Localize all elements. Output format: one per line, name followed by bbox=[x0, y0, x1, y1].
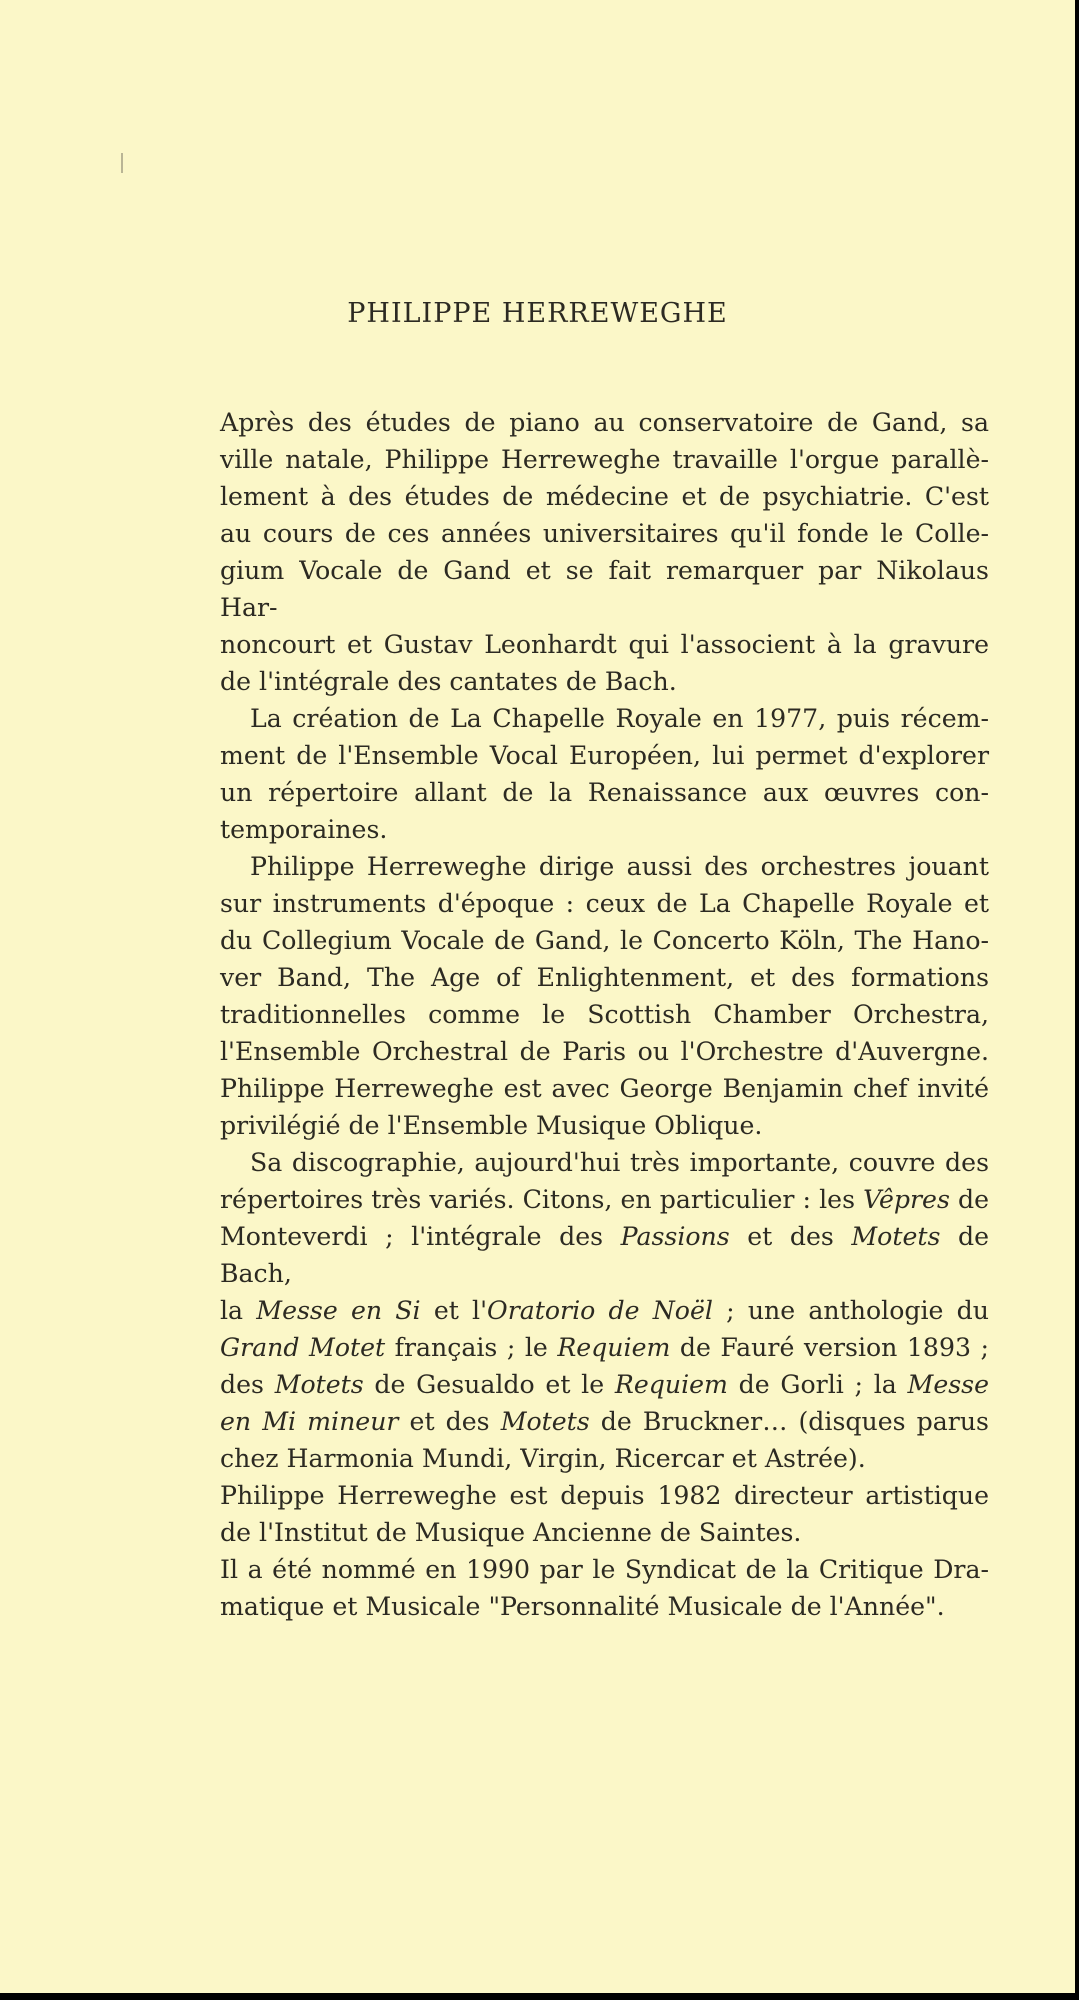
text-line: temporaines. bbox=[220, 815, 388, 844]
text-line: chez Harmonia Mundi, Virgin, Ricercar et Astrée). bbox=[220, 1444, 866, 1473]
work-title: Grand Motet bbox=[220, 1333, 386, 1362]
text-run: et l' bbox=[420, 1296, 488, 1325]
text-line: Philippe Herreweghe est depuis 1982 directeur artistique bbox=[220, 1481, 989, 1510]
work-title: en Mi mineur bbox=[220, 1407, 399, 1436]
text-line: l'Ensemble Orchestral de Paris ou l'Orchestre d'Auvergne. bbox=[220, 1037, 989, 1066]
text-run: la bbox=[220, 1296, 244, 1325]
text-run: et des bbox=[398, 1407, 490, 1436]
text-line bbox=[220, 1403, 989, 1440]
text-line: noncourt et Gustav Leonhardt qui l'associent à la gravure bbox=[220, 630, 989, 659]
text-line: traditionnelles comme le Scottish Chamber Orchestra, bbox=[220, 1000, 989, 1029]
work-title: Vêpres bbox=[863, 1185, 950, 1214]
text-line: matique et Musicale "Personnalité Musicale de l'Année". bbox=[220, 1592, 945, 1621]
work-title: Requiem bbox=[557, 1333, 671, 1362]
work-title: Requiem bbox=[614, 1370, 728, 1399]
text-run: de Gesualdo et le bbox=[363, 1370, 605, 1399]
text-run: de Bruckner… (disques parus bbox=[589, 1407, 989, 1436]
text-line: de l'intégrale des cantates de Bach. bbox=[220, 667, 677, 696]
text-line: Philippe Herreweghe dirige aussi des orchestres jouant bbox=[250, 852, 989, 881]
text-line: Après des études de piano au conservatoire de Gand, sa bbox=[220, 408, 989, 437]
text-run: Monteverdi ; l'intégrale des bbox=[220, 1222, 604, 1251]
page-title: PHILIPPE HERREWEGHE bbox=[347, 298, 728, 329]
text-line: Il a été nommé en 1990 par le Syndicat de la Critique Dra- bbox=[220, 1555, 989, 1584]
work-title: Motets bbox=[274, 1370, 364, 1399]
text-run: des bbox=[220, 1370, 264, 1399]
work-title: Motets bbox=[500, 1407, 590, 1436]
text-line: ment de l'Ensemble Vocal Européen, lui permet d'explorer bbox=[220, 741, 989, 770]
text-run: de Gorli ; la bbox=[727, 1370, 897, 1399]
page-mark bbox=[121, 153, 123, 173]
text-line: un répertoire allant de la Renaissance aux œuvres con- bbox=[220, 778, 989, 807]
text-line: sur instruments d'époque : ceux de La Chapelle Royale et bbox=[220, 889, 989, 918]
work-title: Oratorio de Noël bbox=[487, 1296, 713, 1325]
text-line: ville natale, Philippe Herreweghe travaille l'orgue parallè- bbox=[220, 445, 989, 474]
text-line bbox=[220, 1181, 989, 1218]
text-run: de Fauré version 1893 ; bbox=[670, 1333, 989, 1362]
text-line bbox=[220, 1292, 989, 1329]
text-run: français ; le bbox=[385, 1333, 548, 1362]
work-title: Motets bbox=[851, 1222, 941, 1251]
biography-text bbox=[220, 404, 989, 1625]
text-run: ; une anthologie du bbox=[712, 1296, 989, 1325]
text-line: privilégié de l'Ensemble Musique Oblique. bbox=[220, 1111, 763, 1140]
text-line: au cours de ces années universitaires qu'il fonde le Colle- bbox=[220, 519, 989, 548]
text-run: de Bach, bbox=[220, 1222, 989, 1288]
text-line: du Collegium Vocale de Gand, le Concerto Köln, The Hano- bbox=[220, 926, 989, 955]
text-run: répertoires très variés. Citons, en particulier : les bbox=[220, 1185, 855, 1214]
text-line bbox=[220, 1366, 989, 1403]
text-line: ver Band, The Age of Enlightenment, et des formations bbox=[220, 963, 989, 992]
text-line: de l'Institut de Musique Ancienne de Saintes. bbox=[220, 1518, 802, 1547]
text-line: Philippe Herreweghe est avec George Benjamin chef invité bbox=[220, 1074, 989, 1103]
text-line bbox=[220, 1218, 989, 1292]
text-run: de bbox=[949, 1185, 989, 1214]
text-line: lement à des études de médecine et de psychiatrie. C'est bbox=[220, 482, 989, 511]
text-line bbox=[220, 1329, 989, 1366]
work-title: Messe en Si bbox=[256, 1296, 421, 1325]
work-title: Messe bbox=[907, 1370, 989, 1399]
text-line: La création de La Chapelle Royale en 1977, puis récem- bbox=[250, 704, 989, 733]
text-run: et des bbox=[729, 1222, 834, 1251]
text-line: Sa discographie, aujourd'hui très importante, couvre des bbox=[250, 1148, 989, 1177]
work-title: Passions bbox=[620, 1222, 730, 1251]
text-line: gium Vocale de Gand et se fait remarquer par Nikolaus Har- bbox=[220, 556, 989, 622]
